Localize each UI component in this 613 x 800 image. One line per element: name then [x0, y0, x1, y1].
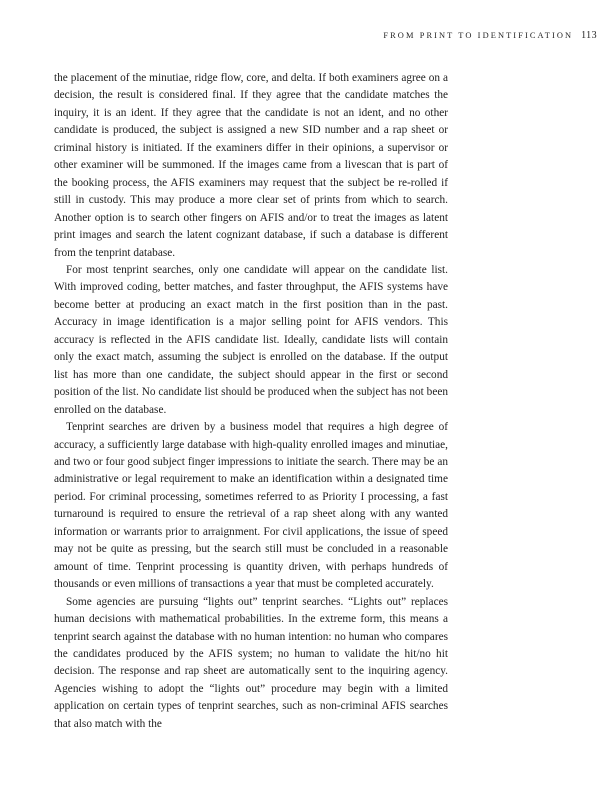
paragraph-1: the placement of the minutiae, ridge flow, core, and delta. If both examiners agree on a decision, the result is considered final. If they agree that the candidate matches the inquiry, it is an ident. If they agree that the candidate is not an ident, and no other candidate is produced, the subject is assigned a new SID number and a rap sheet or criminal history is initiated. If the examiners differ in their opinions, a supervisor or other examiner will be summoned. If the images came from a livescan that is part of the booking process, the AFIS examiners may request that the subject be re-rolled if still in custody. This may produce a more clear set of prints from which to search. Another option is to search other fingers on AFIS and/or to treat the images as latent print images and search the latent cognizant database, if such a database is different from the tenprint database. [54, 72, 448, 259]
running-head [383, 30, 597, 41]
paragraph-4: Some agencies are pursuing “lights out” tenprint searches. “Lights out” replaces human decisions with mathematical probabilities. In the extreme form, this means a tenprint search against the database with no human intention: no human who compares the candidates produced by the AFIS system; no human to validate the hit/no hit decision. The response and rap sheet are automatically sent to the inquiring agency. Agencies wishing to adopt the “lights out” procedure may begin with a limited application on certain types of tenprint searches, such as non-criminal AFIS searches that also match with the [54, 595, 448, 730]
running-title: FROM PRINT TO IDENTIFICATION [383, 31, 574, 40]
page-number: 113 [581, 30, 597, 41]
paragraph-3: Tenprint searches are driven by a business model that requires a high degree of accuracy, a sufficiently large database with high-quality enrolled images and minutiae, and two or four good subject finger impressions to initiate the search. There may be an administrative or legal requirement to make an identification within a designated time period. For criminal processing, sometimes referred to as Priority I processing, a fast turnaround is required to ensure the retrieval of a rap sheet along with any wanted information or warrants prior to arraignment. For civil applications, the issue of speed may not be quite as pressing, but the search still must be concluded in a reasonable amount of time. Tenprint processing is quantity driven, with perhaps hundreds of thousands or even millions of transactions a year that must be completed accurately. [54, 421, 448, 591]
body-text [54, 70, 448, 733]
paragraph-2: For most tenprint searches, only one candidate will appear on the candidate list. With improved coding, better matches, and faster throughput, the AFIS systems have become better at producing an exact match in the first position than in the past. Accuracy in image identification is a major selling point for AFIS vendors. This accuracy is reflected in the AFIS candidate list. Ideally, candidate lists will contain only the exact match, assuming the subject is enrolled on the database. If the output list has more than one candidate, the subject should appear in the first or second position of the list. No candidate list should be produced when the subject has not been enrolled on the database. [54, 263, 448, 416]
